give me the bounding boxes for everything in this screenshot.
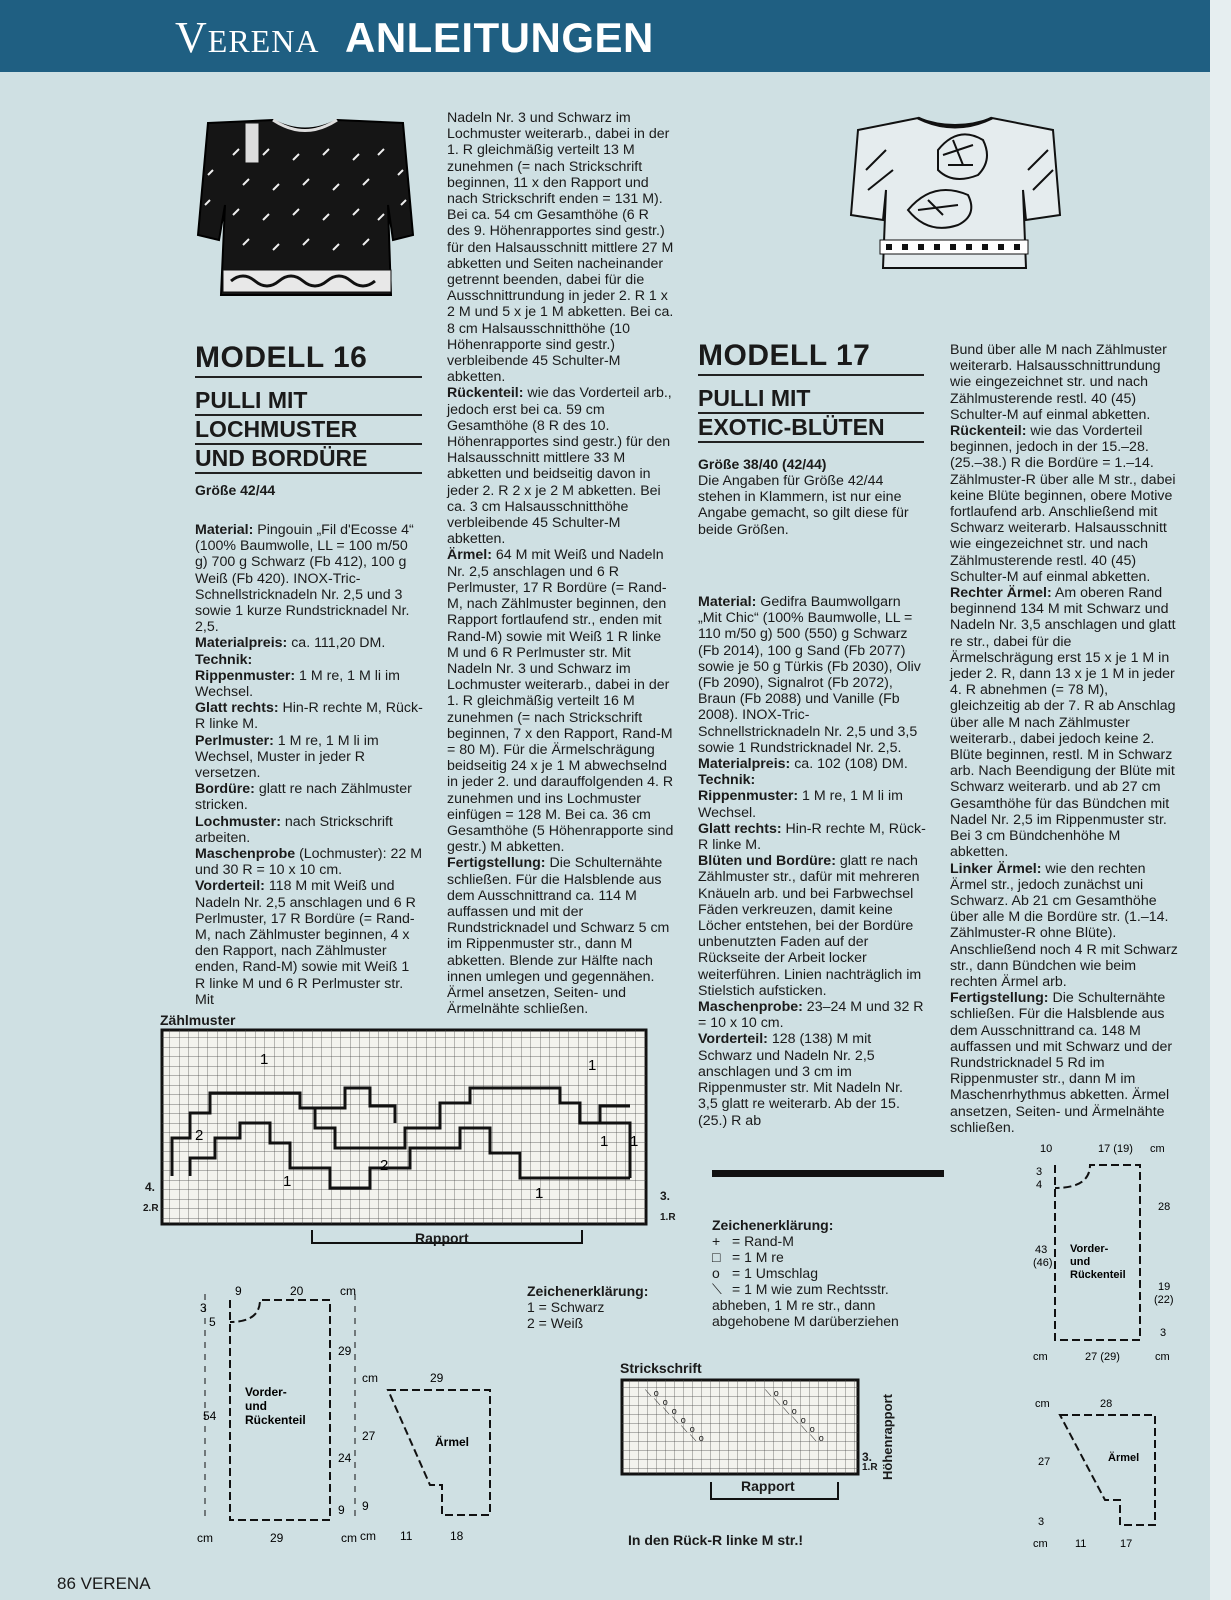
- legend-16-item: 2 = Weiß: [527, 1315, 584, 1331]
- modell-16-title-block: [195, 341, 422, 474]
- modell-16-subtitle-3: UND BORDÜRE: [195, 445, 422, 474]
- dimension-label: cm: [341, 1531, 357, 1545]
- dimension-label: 3: [1160, 1327, 1167, 1339]
- dimension-label: 18: [450, 1529, 464, 1543]
- dimension-label: 9: [362, 1499, 369, 1513]
- svg-text:⟍ o: ⟍ o: [654, 1397, 668, 1407]
- legend-17: [712, 1217, 944, 1329]
- text-block: Technik:: [698, 772, 756, 789]
- modell-16-subtitle-1: PULLI MIT: [195, 387, 422, 416]
- schema-label: Rückenteil: [245, 1413, 306, 1427]
- strickschrift-grid: [620, 1378, 860, 1478]
- dimension-label: cm: [360, 1529, 376, 1543]
- schema-label: Ärmel: [435, 1435, 470, 1449]
- dimension-label: 28: [1100, 1398, 1113, 1410]
- pattern-number-label: 2: [380, 1157, 389, 1174]
- text-block: Material: Pingouin „Fil d'Ecosse 4“ (100% Baumwolle, LL = 100 m/50 g) 700 g Schwarz (Fb 412), 100 g Weiß (Fb 420). INOX-Tric-Schnellstricknadeln Nr. 2,5 und 3 sowie 1 kurze Rundstricknadel Nr. 2,5.: [195, 522, 414, 636]
- modell-17-title-block: [698, 339, 924, 443]
- row-label-3: 3.: [660, 1189, 671, 1203]
- dimension-label: 28: [1158, 1201, 1171, 1213]
- svg-text:⟍ o: ⟍ o: [663, 1406, 677, 1416]
- dimension-label: 20: [290, 1284, 304, 1298]
- legend-17-item: ⟍ = 1 M wie zum Rechtsstr. abheben, 1 M re str., dann abgehobene M darüberziehen: [712, 1281, 899, 1329]
- text-block: Bund über alle M nach Zählmuster weiterarb. Halsausschnittrundung wie eingezeichnet str. und nach Zählmusterende restl. 40 (45) Schulter-M auf einmal abketten.: [950, 342, 1167, 423]
- dimension-label: (46): [1033, 1257, 1053, 1269]
- zaehlmuster-grid: [160, 1028, 648, 1226]
- dimension-label: 5: [209, 1315, 216, 1329]
- page-header: [0, 0, 1210, 72]
- pattern-number-label: 1: [600, 1133, 609, 1150]
- divider: [712, 1170, 944, 1177]
- dimension-label: 17: [1120, 1538, 1133, 1550]
- modell-17-subtitle-1: PULLI MIT: [698, 385, 924, 414]
- text-block: Glatt rechts: Hin-R rechte M, Rück-R linke M.: [195, 700, 423, 733]
- dimension-label: 19: [1158, 1281, 1171, 1293]
- text-block: Vorderteil: 128 (138) M mit Schwarz und Nadeln Nr. 2,5 anschlagen und 3 cm im Rippenmuster str. Mit Nadeln Nr. 3,5 glatt re weiterarb. Ab der 15. (25.) R ab: [698, 1031, 904, 1129]
- pattern-number-label: 1: [535, 1185, 544, 1202]
- modell-17-title: MODELL 17: [698, 339, 924, 376]
- page-footer: 86 VERENA: [57, 1574, 151, 1593]
- row-label-2r: 2.R: [143, 1203, 159, 1214]
- svg-text:⟍ o: ⟍ o: [810, 1433, 824, 1443]
- dimension-label: 24: [338, 1451, 352, 1465]
- text-block: Nadeln Nr. 3 und Schwarz im Lochmuster weiterarb., dabei in der 1. R gleichmäßig verteilt 13 M zunehmen (= nach Strickschrift beginnen, 11 x den Rapport und nach Strickschrift enden = 131 M). Bei ca. 54 cm Gesamthöhe (6 R des 9. Höhenrapportes sind gestr.) für den Halsausschnitt mittlere 27 M abketten und Seiten nacheinander getrennt beenden, dabei für die Ausschnittrundung in jeder 2. R 1 x 2 M und 5 x je 1 M abketten. Bei ca. 8 cm Halsausschnitthöhe (10 Höhenrapporte sind gestr.) verbleibende 45 Schulter-M abketten.: [447, 110, 674, 386]
- strick-note: In den Rück-R linke M str.!: [628, 1532, 804, 1548]
- pattern-number-label: 1: [260, 1051, 269, 1068]
- dimension-label: cm: [197, 1531, 213, 1545]
- dimension-label: 4: [1036, 1179, 1043, 1191]
- svg-text:⟍ o: ⟍ o: [681, 1424, 695, 1434]
- text-block: Technik:: [195, 651, 253, 668]
- text-block: Maschenprobe: 23–24 M und 32 R = 10 x 10 cm.: [698, 999, 924, 1032]
- text-block: Rippenmuster: 1 M re, 1 M li im Wechsel.: [195, 667, 400, 701]
- schema-label: Vorder-: [245, 1385, 287, 1399]
- dimension-label: 29: [338, 1344, 352, 1358]
- schema-label: Vorder-: [1070, 1243, 1109, 1255]
- dimension-label: cm: [1155, 1351, 1170, 1363]
- modell-16-title: MODELL 16: [195, 341, 422, 378]
- zaehlmuster-title: Zählmuster: [160, 1012, 236, 1028]
- page-edge: [1210, 0, 1231, 1600]
- text-block: Rippenmuster: 1 M re, 1 M li im Wechsel.: [698, 788, 903, 821]
- strick-hoehenrapport-label: Höhenrapport: [880, 1394, 895, 1480]
- dimension-label: cm: [340, 1284, 356, 1298]
- schema-17-sleeve: [1030, 1395, 1195, 1555]
- text-block: Perlmuster: 1 M re, 1 M li im Wechsel, Muster in jeder R versetzen.: [195, 732, 379, 782]
- text-block: Rechter Ärmel: Am oberen Rand beginnend 134 M mit Schwarz und Nadeln Nr. 3,5 anschlagen und glatt re str., dabei für die Ärmelschrägung erst 15 x je 1 M in jeder 2. R, dann 13 x je 1 M in jeder 4. R abnehmen (= 78 M), gleichzeitig ab der 7. R ab Anschlag über alle M nach Zählmuster weiterarb., dabei jedoch keine 2. Blüte beginnen, restl. M in Schwarz arb. Nach Beendigung der Blüte mit Schwarz weiterarb. und ab 27 cm Gesamthöhe für das Bündchen mit Nadel Nr. 2,5 im Rippenmuster str. Bei 3 cm Bündchenhöhe M abketten.: [950, 585, 1176, 861]
- legend-17-title: Zeichenerklärung:: [712, 1217, 834, 1233]
- svg-text:⟍ o: ⟍ o: [801, 1424, 815, 1434]
- magazine-brand: VERENA: [175, 13, 320, 62]
- schema-16-body: [195, 1280, 375, 1545]
- dimension-label: (22): [1154, 1294, 1174, 1306]
- dimension-label: 3: [1038, 1516, 1045, 1528]
- sweater-16-illustration: [193, 115, 418, 305]
- modell-16-column-1: [195, 522, 423, 1008]
- modell-17-column-4: [950, 342, 1178, 1136]
- schema-label: Rückenteil: [1070, 1269, 1126, 1281]
- svg-text:⟍ o: ⟍ o: [645, 1388, 659, 1398]
- dimension-label: 11: [1075, 1538, 1087, 1550]
- strick-row-3: 3.: [862, 1450, 873, 1464]
- text-block: Ärmel: 64 M mit Weiß und Nadeln Nr. 2,5 anschlagen und 6 R Perlmuster, 17 R Bordüre (= Rand-M, nach Zählmuster beginnen, den Rapport fortlaufend str., enden mit Rand-M) sowie mit Weiß 1 R linke M und 6 R Perlmuster str. Mit Nadeln Nr. 3 und Schwarz im Lochmuster weiterarb., dabei in der 1. R gleichmäßig verteilt 16 M zunehmen (= nach Strickschrift beginnen, 7 x den Rapport, Rand-M = 80 M). Für die Ärmelschrägung beidseitig 24 x je 1 M abwechselnd in jeder 2. und darauffolgenden 4. R zunehmen und ins Lochmuster einfügen = 128 M. Bei ca. 36 cm Gesamthöhe (5 Höhenrapporte sind gestr.) M abketten.: [447, 547, 674, 856]
- svg-text:⟍ o: ⟍ o: [765, 1388, 779, 1398]
- text-block: Rückenteil: wie das Vorderteil arb., jedoch erst bei ca. 59 cm Gesamthöhe (8 R des 10. Höhenrapportes sind gestr.) für den Halsausschnitt mittlere 33 M abketten und beidseitig davon in jeder 2. R 2 x je 2 M abketten. Bei ca. 3 cm Halsausschnitthöhe verbleibende 45 Schulter-M abketten.: [447, 385, 672, 548]
- modell-16-size: Größe 42/44: [195, 482, 276, 498]
- text-block: Fertigstellung: Die Schulternähte schließen. Für die Halsblende aus dem Ausschnittrand ca. 148 M auffassen und mit Schwarz und der Rundstricknadel 5 Rd im Rippenmuster str., dann M im Maschenrhythmus abketten. Ärmel ansetzen, Seiten- und Ärmelnähte schließen.: [950, 990, 1173, 1136]
- legend-17-item: □ = 1 M re: [712, 1249, 784, 1265]
- dimension-label: 9: [338, 1503, 345, 1517]
- dimension-label: 29: [270, 1531, 284, 1545]
- text-block: Materialpreis: ca. 102 (108) DM.: [698, 756, 908, 773]
- modell-17-subtitle-2: EXOTIC-BLÜTEN: [698, 414, 924, 443]
- schema-label: Ärmel: [1108, 1452, 1140, 1464]
- dimension-label: 27: [362, 1429, 376, 1443]
- dimension-label: 10: [1040, 1143, 1053, 1155]
- legend-17-item: o = 1 Umschlag: [712, 1265, 818, 1281]
- modell-17-column-3: [698, 594, 926, 1129]
- modell-16-subtitle-2: LOCHMUSTER: [195, 416, 422, 445]
- text-block: Material: Gedifra Baumwollgarn „Mit Chic“ (100% Baumwolle, LL = 110 m/50 g) 500 (550) g Schwarz (Fb 2014), 100 g Sand (Fb 2077) sowie je 50 g Türkis (Fb 2030), Oliv (Fb 2090), Signalrot (Fb 2072), Braun (Fb 2088) und Vanille (Fb 2008). INOX-Tric-Schnellstricknadeln Nr. 2,5 und 3,5 sowie 1 Rundstricknadel Nr. 2,5.: [698, 594, 921, 756]
- dimension-label: 27 (29): [1085, 1351, 1120, 1363]
- section-title: ANLEITUNGEN: [345, 14, 654, 61]
- legend-16: [527, 1283, 648, 1331]
- dimension-label: cm: [1033, 1538, 1048, 1550]
- sweater-17-illustration: [848, 110, 1063, 275]
- legend-16-title: Zeichenerklärung:: [527, 1283, 649, 1299]
- dimension-label: 9: [235, 1284, 242, 1298]
- dimension-label: 54: [203, 1409, 217, 1423]
- svg-text:⟍ o: ⟍ o: [672, 1415, 686, 1425]
- schema-label: und: [1070, 1256, 1091, 1268]
- svg-text:⟍ o: ⟍ o: [792, 1415, 806, 1425]
- dimension-label: 11: [400, 1529, 413, 1543]
- text-block: Maschenprobe (Lochmuster): 22 M und 30 R = 10 x 10 cm.: [195, 846, 423, 879]
- dimension-label: cm: [1033, 1351, 1048, 1363]
- row-label-1r: 1.R: [660, 1212, 676, 1223]
- dimension-label: 17 (19): [1098, 1143, 1133, 1155]
- text-block: Glatt rechts: Hin-R rechte M, Rück-R linke M.: [698, 820, 926, 854]
- schema-17-body: [1030, 1140, 1195, 1365]
- dimension-label: 29: [430, 1371, 444, 1385]
- dimension-label: 43: [1035, 1244, 1048, 1256]
- text-block: Bordüre: glatt re nach Zählmuster stricken.: [195, 781, 412, 814]
- modell-17-size: Größe 38/40 (42/44): [698, 456, 827, 472]
- dimension-label: cm: [1150, 1143, 1165, 1155]
- legend-17-item: + = Rand-M: [712, 1233, 794, 1249]
- pattern-number-label: 1: [588, 1057, 597, 1074]
- pattern-number-label: 2: [195, 1127, 204, 1144]
- dimension-label: 3: [1036, 1166, 1043, 1178]
- dimension-label: cm: [362, 1371, 378, 1385]
- row-label-4: 4.: [145, 1180, 156, 1194]
- text-block: Linker Ärmel: wie den rechten Ärmel str., jedoch zunächst uni Schwarz. Ab 21 cm Gesamthöhe über alle M die Bordüre str. (1.–14. Zählmuster-R ohne Blüte). Anschließend noch 4 R mit Schwarz str., dann Bündchen wie beim rechten Ärmel arb.: [950, 860, 1178, 990]
- dimension-label: 27: [1038, 1456, 1051, 1468]
- text-block: Vorderteil: 118 M mit Weiß und Nadeln Nr. 2,5 anschlagen und 6 R Perlmuster, 17 R Bordüre (= Rand-M, nach Zählmuster beginnen, 4 x den Rapport, nach Zählmuster enden, Rand-M) sowie mit Weiß 1 R linke M und 6 R Perlmuster str. Mit: [195, 878, 416, 1008]
- pattern-number-label: 1: [630, 1133, 639, 1150]
- modell-17-intro: Die Angaben für Größe 42/44 stehen in Klammern, ist nur eine Angabe gemacht, so gilt diese für beide Größen.: [698, 473, 909, 538]
- text-block: Lochmuster: nach Strickschrift arbeiten.: [195, 813, 393, 846]
- text-block: Fertigstellung: Die Schulternähte schließen. Für die Halsblende aus dem Ausschnittrand ca. 114 M auffassen und mit der Rundstricknadel und Schwarz 5 cm im Rippenmuster str., dann M abketten. Blende zur Hälfte nach innen umlegen und gegennähen. Ärmel ansetzen, Seiten- und Ärmelnähte schließen.: [447, 855, 670, 1018]
- svg-text:⟍ o: ⟍ o: [690, 1433, 704, 1443]
- strick-rapport-label: Rapport: [741, 1478, 795, 1494]
- schema-16-sleeve: [360, 1370, 500, 1545]
- text-block: Materialpreis: ca. 111,20 DM.: [195, 635, 386, 652]
- svg-text:⟍ o: ⟍ o: [783, 1406, 797, 1416]
- text-block: Rückenteil: wie das Vorderteil beginnen, jedoch in der 15.–28. (25.–38.) R die Bordüre = 1.–14. Zählmuster-R über alle M str., dabei keine Blüte beginnen, obere Motive fortlaufend arb. Anschließend mit Schwarz weiterarb. Halsausschnitt wie eingezeichnet str. und nach Zählmusterende restl. 40 (45) Schulter-M auf einmal abketten.: [950, 423, 1176, 585]
- modell-16-column-2: [447, 110, 675, 1017]
- dimension-label: cm: [1035, 1398, 1050, 1410]
- svg-text:⟍ o: ⟍ o: [774, 1397, 788, 1407]
- schema-label: und: [245, 1399, 267, 1413]
- dimension-label: 3: [200, 1301, 207, 1315]
- text-block: Blüten und Bordüre: glatt re nach Zählmuster str., dafür mit mehreren Knäueln arb. und bei Farbwechsel Fäden verkreuzen, damit keine Löcher entstehen, bei der Bordüre unbenutzten Faden auf der Rückseite der Arbeit locker weiterführen. Linien nachträglich im Stielstich aufsticken.: [698, 853, 922, 999]
- strick-row-1: 1.R: [862, 1462, 878, 1473]
- strickschrift-title: Strickschrift: [620, 1360, 702, 1376]
- pattern-number-label: 1: [283, 1173, 292, 1190]
- rapport-label: Rapport: [415, 1230, 469, 1246]
- legend-16-item: 1 = Schwarz: [527, 1299, 605, 1315]
